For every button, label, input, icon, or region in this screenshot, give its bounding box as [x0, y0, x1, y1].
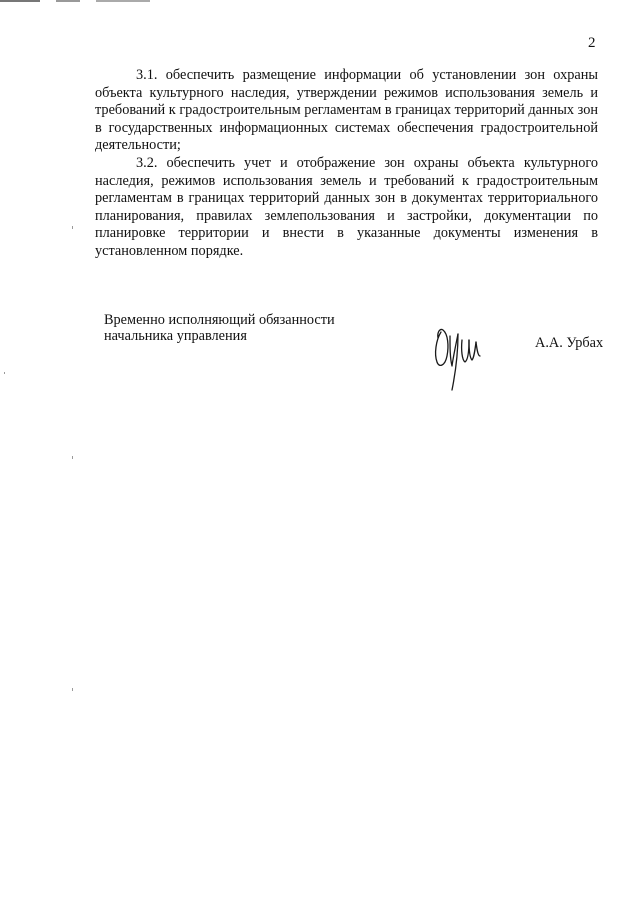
signer-name: А.А. Урбах [535, 335, 604, 351]
document-body [95, 67, 598, 261]
signatory-position [104, 312, 335, 344]
scan-mark [72, 226, 73, 229]
paragraph-3-2: 3.2. обеспечить учет и отображение зон охраны объекта культурного наследия, режимов использования земель и требований к градостроительным регламентам в границах территорий данных зон в документах территориального планирования, правилах землепользования и застройки, документации по планировке территории и внести в указанные документы изменения в установленном порядке. [95, 154, 598, 259]
scan-mark [72, 688, 73, 691]
paragraph-3-1: 3.1. обеспечить размещение информации об установлении зон охраны объекта культурного наследия, утверждении режимов использования земель и требований к градостроительным регламентам в границах территорий данных зон в государственных информационных системах обеспечения градостроительной деятельности; [95, 67, 598, 154]
top-edge-scan-line [0, 0, 150, 2]
scan-mark [4, 372, 5, 374]
position-line-1: Временно исполняющий обязанности [104, 312, 335, 328]
position-line-2: начальника управления [104, 328, 247, 344]
page-number: 2 [588, 35, 596, 51]
scan-mark [72, 456, 73, 459]
handwritten-signature-icon [428, 320, 496, 394]
